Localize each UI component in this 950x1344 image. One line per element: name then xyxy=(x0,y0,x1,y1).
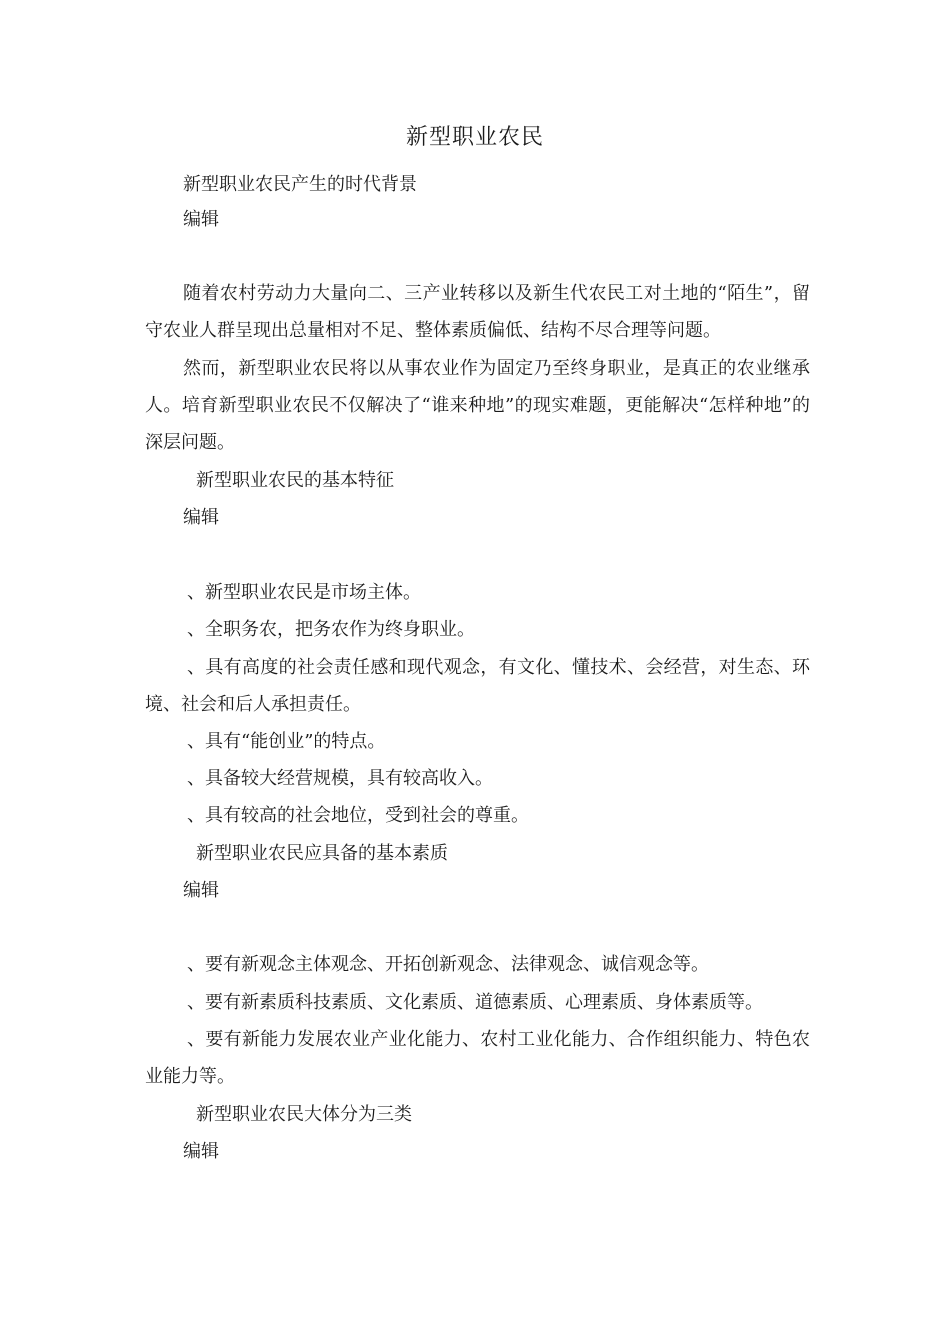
list-item: 、具有较高的社会地位，受到社会的尊重。 xyxy=(187,805,529,826)
document-title: 新型职业农民 xyxy=(405,125,544,150)
list-item: 、全职务农，把务农作为终身职业。 xyxy=(187,619,475,640)
edit-link[interactable]: 编辑 xyxy=(183,880,219,901)
section-heading: 新型职业农民大体分为三类 xyxy=(196,1104,412,1125)
list-item: 、要有新素质科技素质、文化素质、道德素质、心理素质、身体素质等。 xyxy=(187,992,763,1013)
paragraph: 随着农村劳动力大量向二、三产业转移以及新生代农民工对土地的“陌生”，留守农业人群呈现出总量相对不足、整体素质偏低、结构不尽合理等问题。 xyxy=(145,283,810,341)
list-item: 、具备较大经营规模，具有较高收入。 xyxy=(187,768,493,789)
edit-link[interactable]: 编辑 xyxy=(183,1141,219,1162)
paragraph: 然而，新型职业农民将以从事农业作为固定乃至终身职业，是真正的农业继承人。培育新型职业农民不仅解决了“谁来种地”的现实难题，更能解决“怎样种地”的深层问题。 xyxy=(145,358,810,453)
section-heading: 新型职业农民应具备的基本素质 xyxy=(196,843,448,864)
edit-link[interactable]: 编辑 xyxy=(183,209,219,230)
list-item: 、要有新能力发展农业产业化能力、农村工业化能力、合作组织能力、特色农业能力等。 xyxy=(145,1029,810,1087)
section-heading: 新型职业农民产生的时代背景 xyxy=(183,174,417,195)
section-heading: 新型职业农民的基本特征 xyxy=(196,470,394,491)
list-item: 、新型职业农民是市场主体。 xyxy=(187,582,421,603)
list-item: 、要有新观念主体观念、开拓创新观念、法律观念、诚信观念等。 xyxy=(187,954,709,975)
list-item: 、具有“能创业”的特点。 xyxy=(187,731,386,752)
list-item: 、具有高度的社会责任感和现代观念，有文化、懂技术、会经营，对生态、环境、社会和后人承担责任。 xyxy=(145,657,810,715)
edit-link[interactable]: 编辑 xyxy=(183,507,219,528)
